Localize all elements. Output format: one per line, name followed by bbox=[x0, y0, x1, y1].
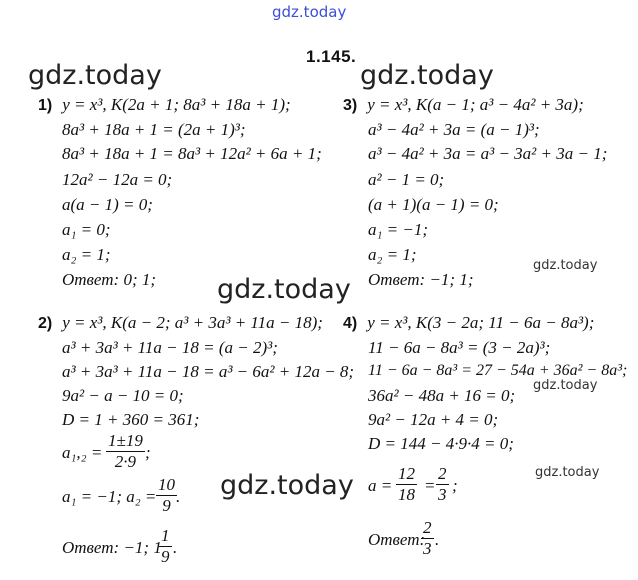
part-4-answer: Ответ: bbox=[368, 530, 426, 549]
part-3-line: a³ − 4a² + 3a = (a − 1)³; bbox=[368, 120, 540, 139]
watermark-big: gdz.today bbox=[360, 60, 494, 91]
part-2-answer: Ответ: −1; 1 bbox=[62, 538, 162, 557]
part-2-line: 2) y = x³, K(a − 2; a³ + 3a³ + 11a − 18); bbox=[38, 313, 323, 332]
part-1-line: 1) y = x³, K(2a + 1; 8a³ + 18a + 1); bbox=[38, 95, 291, 114]
part-4-a-end: ; bbox=[452, 476, 458, 495]
part-4-line: 36a² − 48a + 16 = 0; bbox=[368, 386, 516, 405]
part-1-line: 8a³ + 18a + 1 = (2a + 1)³; bbox=[62, 120, 246, 139]
part-2-line: 9a² − a − 10 = 0; bbox=[62, 386, 184, 405]
part-1-line: a₁ = 0; bbox=[62, 220, 111, 239]
part-4-a-lhs: a = bbox=[368, 476, 393, 495]
fraction bbox=[106, 431, 145, 472]
part-1-line: a₂ = 1; bbox=[62, 245, 111, 264]
equals-sign: = bbox=[424, 476, 436, 495]
fraction-denominator: 2·9 bbox=[114, 452, 137, 471]
part-2-roots: a₁ = −1; a₂ = bbox=[62, 487, 157, 506]
part-2-answer-end: . bbox=[173, 538, 178, 557]
fraction-numerator: 12 bbox=[398, 464, 415, 483]
part-1-line: 8a³ + 18a + 1 = 8a³ + 12a² + 6a + 1; bbox=[62, 144, 322, 163]
part-2-a12-lhs: a₁,₂ = bbox=[62, 443, 103, 462]
part-2-roots-end: . bbox=[176, 487, 181, 506]
fraction bbox=[436, 464, 449, 505]
fraction bbox=[421, 518, 434, 559]
watermark-small: gdz.today bbox=[533, 258, 598, 273]
part-2-a12-end: ; bbox=[145, 443, 151, 462]
watermark-top: gdz.today bbox=[272, 3, 347, 21]
fraction-denominator: 3 bbox=[438, 485, 447, 504]
fraction bbox=[156, 475, 177, 516]
part-4-line: 4) y = x³, K(3 − 2a; 11 − 6a − 8a³); bbox=[343, 313, 595, 332]
part-1-line: 12a² − 12a = 0; bbox=[62, 170, 173, 189]
fraction-denominator: 9 bbox=[161, 547, 170, 566]
watermark-big: gdz.today bbox=[217, 274, 351, 305]
part-number: 4) bbox=[343, 315, 358, 332]
part-3-line: a² − 1 = 0; bbox=[368, 170, 445, 189]
watermark-big: gdz.today bbox=[28, 60, 162, 91]
part-2-line: D = 1 + 360 = 361; bbox=[62, 410, 200, 429]
fraction-numerator: 1±19 bbox=[108, 431, 143, 450]
fraction-numerator: 2 bbox=[423, 518, 432, 537]
part-3-line: a₂ = 1; bbox=[368, 245, 417, 264]
part-3-line: 3) y = x³, K(a − 1; a³ − 4a² + 3a); bbox=[343, 95, 584, 114]
part-3-line: a³ − 4a² + 3a = a³ − 3a² + 3a − 1; bbox=[368, 144, 608, 163]
part-2-line: a³ + 3a³ + 11a − 18 = a³ − 6a² + 12a − 8; bbox=[62, 362, 355, 381]
part-number: 2) bbox=[38, 315, 53, 332]
part-1-answer: Ответ: 0; 1; bbox=[62, 270, 157, 289]
part-3-line: a₁ = −1; bbox=[368, 220, 429, 239]
problem-number: 1.145. bbox=[306, 47, 357, 66]
watermark-big: gdz.today bbox=[220, 470, 354, 501]
fraction-denominator: 9 bbox=[162, 496, 171, 515]
fraction-denominator: 18 bbox=[398, 485, 415, 504]
fraction bbox=[396, 464, 417, 505]
fraction-denominator: 3 bbox=[423, 539, 432, 558]
part-4-answer-end: . bbox=[435, 530, 440, 549]
watermark-small: gdz.today bbox=[533, 378, 598, 393]
watermark-small: gdz.today bbox=[535, 465, 600, 480]
fraction-numerator: 2 bbox=[438, 464, 447, 483]
part-4-line: 11 − 6a − 8a³ = (3 − 2a)³; bbox=[368, 338, 551, 357]
part-4-line: D = 144 − 4·9·4 = 0; bbox=[368, 434, 514, 453]
part-4-line: 9a² − 12a + 4 = 0; bbox=[368, 410, 499, 429]
part-2-line: a³ + 3a³ + 11a − 18 = (a − 2)³; bbox=[62, 338, 278, 357]
part-number: 3) bbox=[343, 97, 358, 114]
part-1-line: a(a − 1) = 0; bbox=[62, 195, 153, 214]
fraction bbox=[159, 526, 172, 567]
part-4-line: 11 − 6a − 8a³ = 27 − 54a + 36a² − 8a³; bbox=[368, 362, 628, 379]
part-3-answer: Ответ: −1; 1; bbox=[368, 270, 474, 289]
fraction-numerator: 1 bbox=[161, 526, 170, 545]
part-3-line: (a + 1)(a − 1) = 0; bbox=[368, 195, 499, 214]
part-number: 1) bbox=[38, 97, 53, 114]
fraction-numerator: 10 bbox=[158, 475, 175, 494]
